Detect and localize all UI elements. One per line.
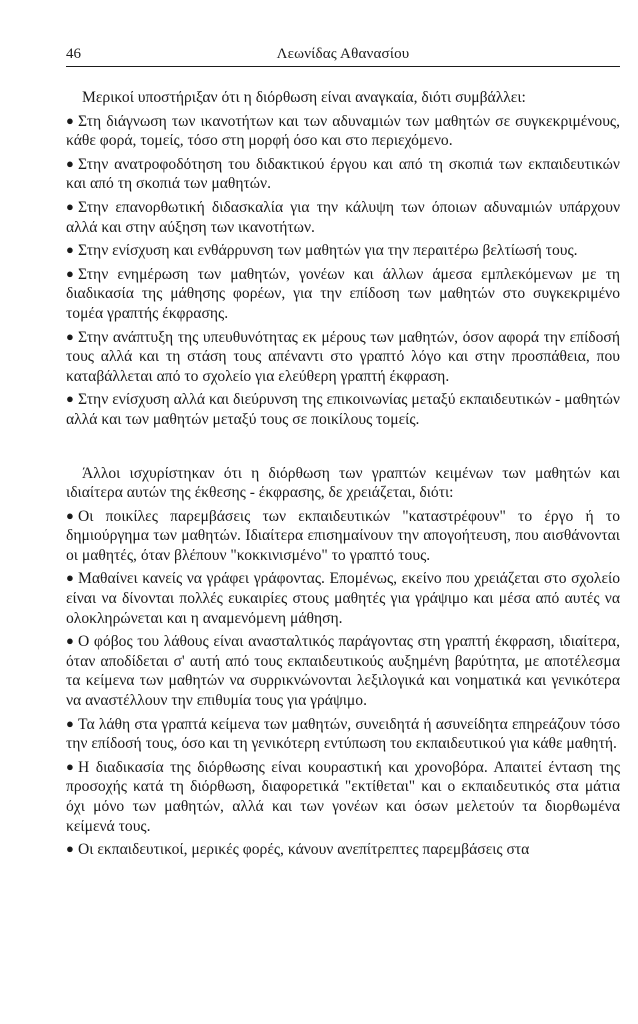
running-head-author: Λεωνίδας Αθανασίου bbox=[276, 46, 410, 62]
bullet-icon: ● bbox=[66, 841, 74, 857]
section2-intro: Άλλοι ισχυρίστηκαν ότι η διόρθωση των γραπτών κειμένων των μαθητών και ιδιαίτερα αυτών της έκθεσης - έκφρασης, δε χρειάζεται, διότι: bbox=[66, 464, 620, 502]
bullet-icon: ● bbox=[66, 265, 74, 281]
section1-item: ● Στην ενίσχυση και ενθάρρυνση των μαθητών για την περαιτέρω βελτίωσή τους. bbox=[66, 242, 578, 260]
bullet-icon: ● bbox=[66, 112, 74, 128]
section2-item: ● Οι εκπαιδευτικοί, μερικές φορές, κάνουν ανεπίτρεπτες παρεμβάσεις στα bbox=[66, 841, 530, 859]
page-header bbox=[66, 44, 620, 67]
bullet-icon: ● bbox=[66, 391, 74, 407]
bullet-icon: ● bbox=[66, 570, 74, 586]
bullet-icon: ● bbox=[66, 242, 74, 258]
page-number: 46 bbox=[66, 46, 81, 62]
section1-item: ● Στην ενημέρωση των μαθητών, γονέων και άλλων άμεσα εμπλεκόμενων με τη διαδικασία της μάθησης φορέων, για την επίδοση των μαθητών στο συγκεκριμένο τομέα γραπτής έκφρασης. bbox=[66, 265, 620, 322]
bullet-icon: ● bbox=[66, 328, 74, 344]
section2-item: ● Μαθαίνει κανείς να γράφει γράφοντας. Επομένως, εκείνο που χρειάζεται στο σχολείο είναι να δίνονται πολλές ευκαιρίες στους μαθητές για γράψιμο και μέσα από αυτές να ολοκληρώνεται και η αναμενόμενη μάθηση. bbox=[66, 570, 620, 627]
bullet-icon: ● bbox=[66, 198, 74, 214]
bullet-icon: ● bbox=[66, 758, 74, 774]
section2-item: ● Οι ποικίλες παρεμβάσεις των εκπαιδευτικών "καταστρέφουν" το έργο ή το δημιούργημα των μαθητών. Ιδιαίτερα επισημαίνουν την απογοήτευση, που αισθάνονται οι μαθητές, όταν βλέπουν "κοκκινισμένο" το γραπτό τους. bbox=[66, 507, 620, 564]
section-gap bbox=[66, 430, 620, 464]
bullet-icon: ● bbox=[66, 715, 74, 731]
section2-item: ● Ο φόβος του λάθους είναι ανασταλτικός παράγοντας στη γραπτή έκφραση, ιδιαίτερα, όταν αποδίδεται σ' αυτή από τους εκπαιδευτικούς αυξημένη βαρύτητα, με αποτέλεσμα τα κείμενα των μαθητών να συρρικνώνονται λεξιλογικά και νοηματικά και γενικότερα να αναστέλλουν την επιθυμία τους για γράψιμο. bbox=[66, 633, 620, 710]
bullet-icon: ● bbox=[66, 155, 74, 171]
section1-item: ● Στην ενίσχυση αλλά και διεύρυνση της επικοινωνίας μεταξύ εκπαιδευτικών - μαθητών αλλά και των μαθητών μεταξύ τους σε ποικίλους τομείς. bbox=[66, 391, 620, 428]
section2-item: ● Τα λάθη στα γραπτά κείμενα των μαθητών, συνειδητά ή ασυνείδητα επηρεάζουν τόσο την επίδοσή τους, όσο και τη γενικότερη εντύπωση του εκπαιδευτικού για κάθε μαθητή. bbox=[66, 715, 620, 753]
bullet-icon: ● bbox=[66, 633, 74, 649]
section1-item: ● Στην ανατροφοδότηση του διδακτικού έργου και από τη σκοπιά των εκπαιδευτικών και από τη σκοπιά των μαθητών. bbox=[66, 155, 620, 193]
bullet-icon: ● bbox=[66, 507, 74, 523]
section2-item: ● Η διαδικασία της διόρθωσης είναι κουραστική και χρονοβόρα. Απαιτεί ένταση της προσοχής κατά τη διόρθωση, διαφορετικά "εκτίθεται" και ο εκπαιδευτικός στα μάτια όχι μόνο των μαθητών, αλλά και των γονέων και όσων μελετούν τα διορθωμένα κείμενά τους. bbox=[66, 758, 620, 835]
section1-item: ● Στη διάγνωση των ικανοτήτων και των αδυναμιών των μαθητών σε συγκεκριμένους, κάθε φορά, τομείς, τόσο στη μορφή όσο και στο περιεχόμενο. bbox=[66, 112, 620, 150]
body-text bbox=[66, 88, 620, 860]
section1-intro: Μερικοί υποστήριξαν ότι η διόρθωση είναι αναγκαία, διότι συμβάλλει: bbox=[82, 89, 526, 106]
section1-item: ● Στην ανάπτυξη της υπευθυνότητας εκ μέρους των μαθητών, όσον αφορά την επίδοσή τους αλλά και τη στάση τους απέναντι στο γραπτό λόγο και στην προσπάθεια, που καταβάλλεται από το σχολείο για ελεύθερη γραπτή έκφραση. bbox=[66, 328, 620, 385]
section1-item: ● Στην επανορθωτική διδασκαλία για την κάλυψη των όποιων αδυναμιών υπάρχουν αλλά και στην αύξηση των ικανοτήτων. bbox=[66, 198, 620, 236]
